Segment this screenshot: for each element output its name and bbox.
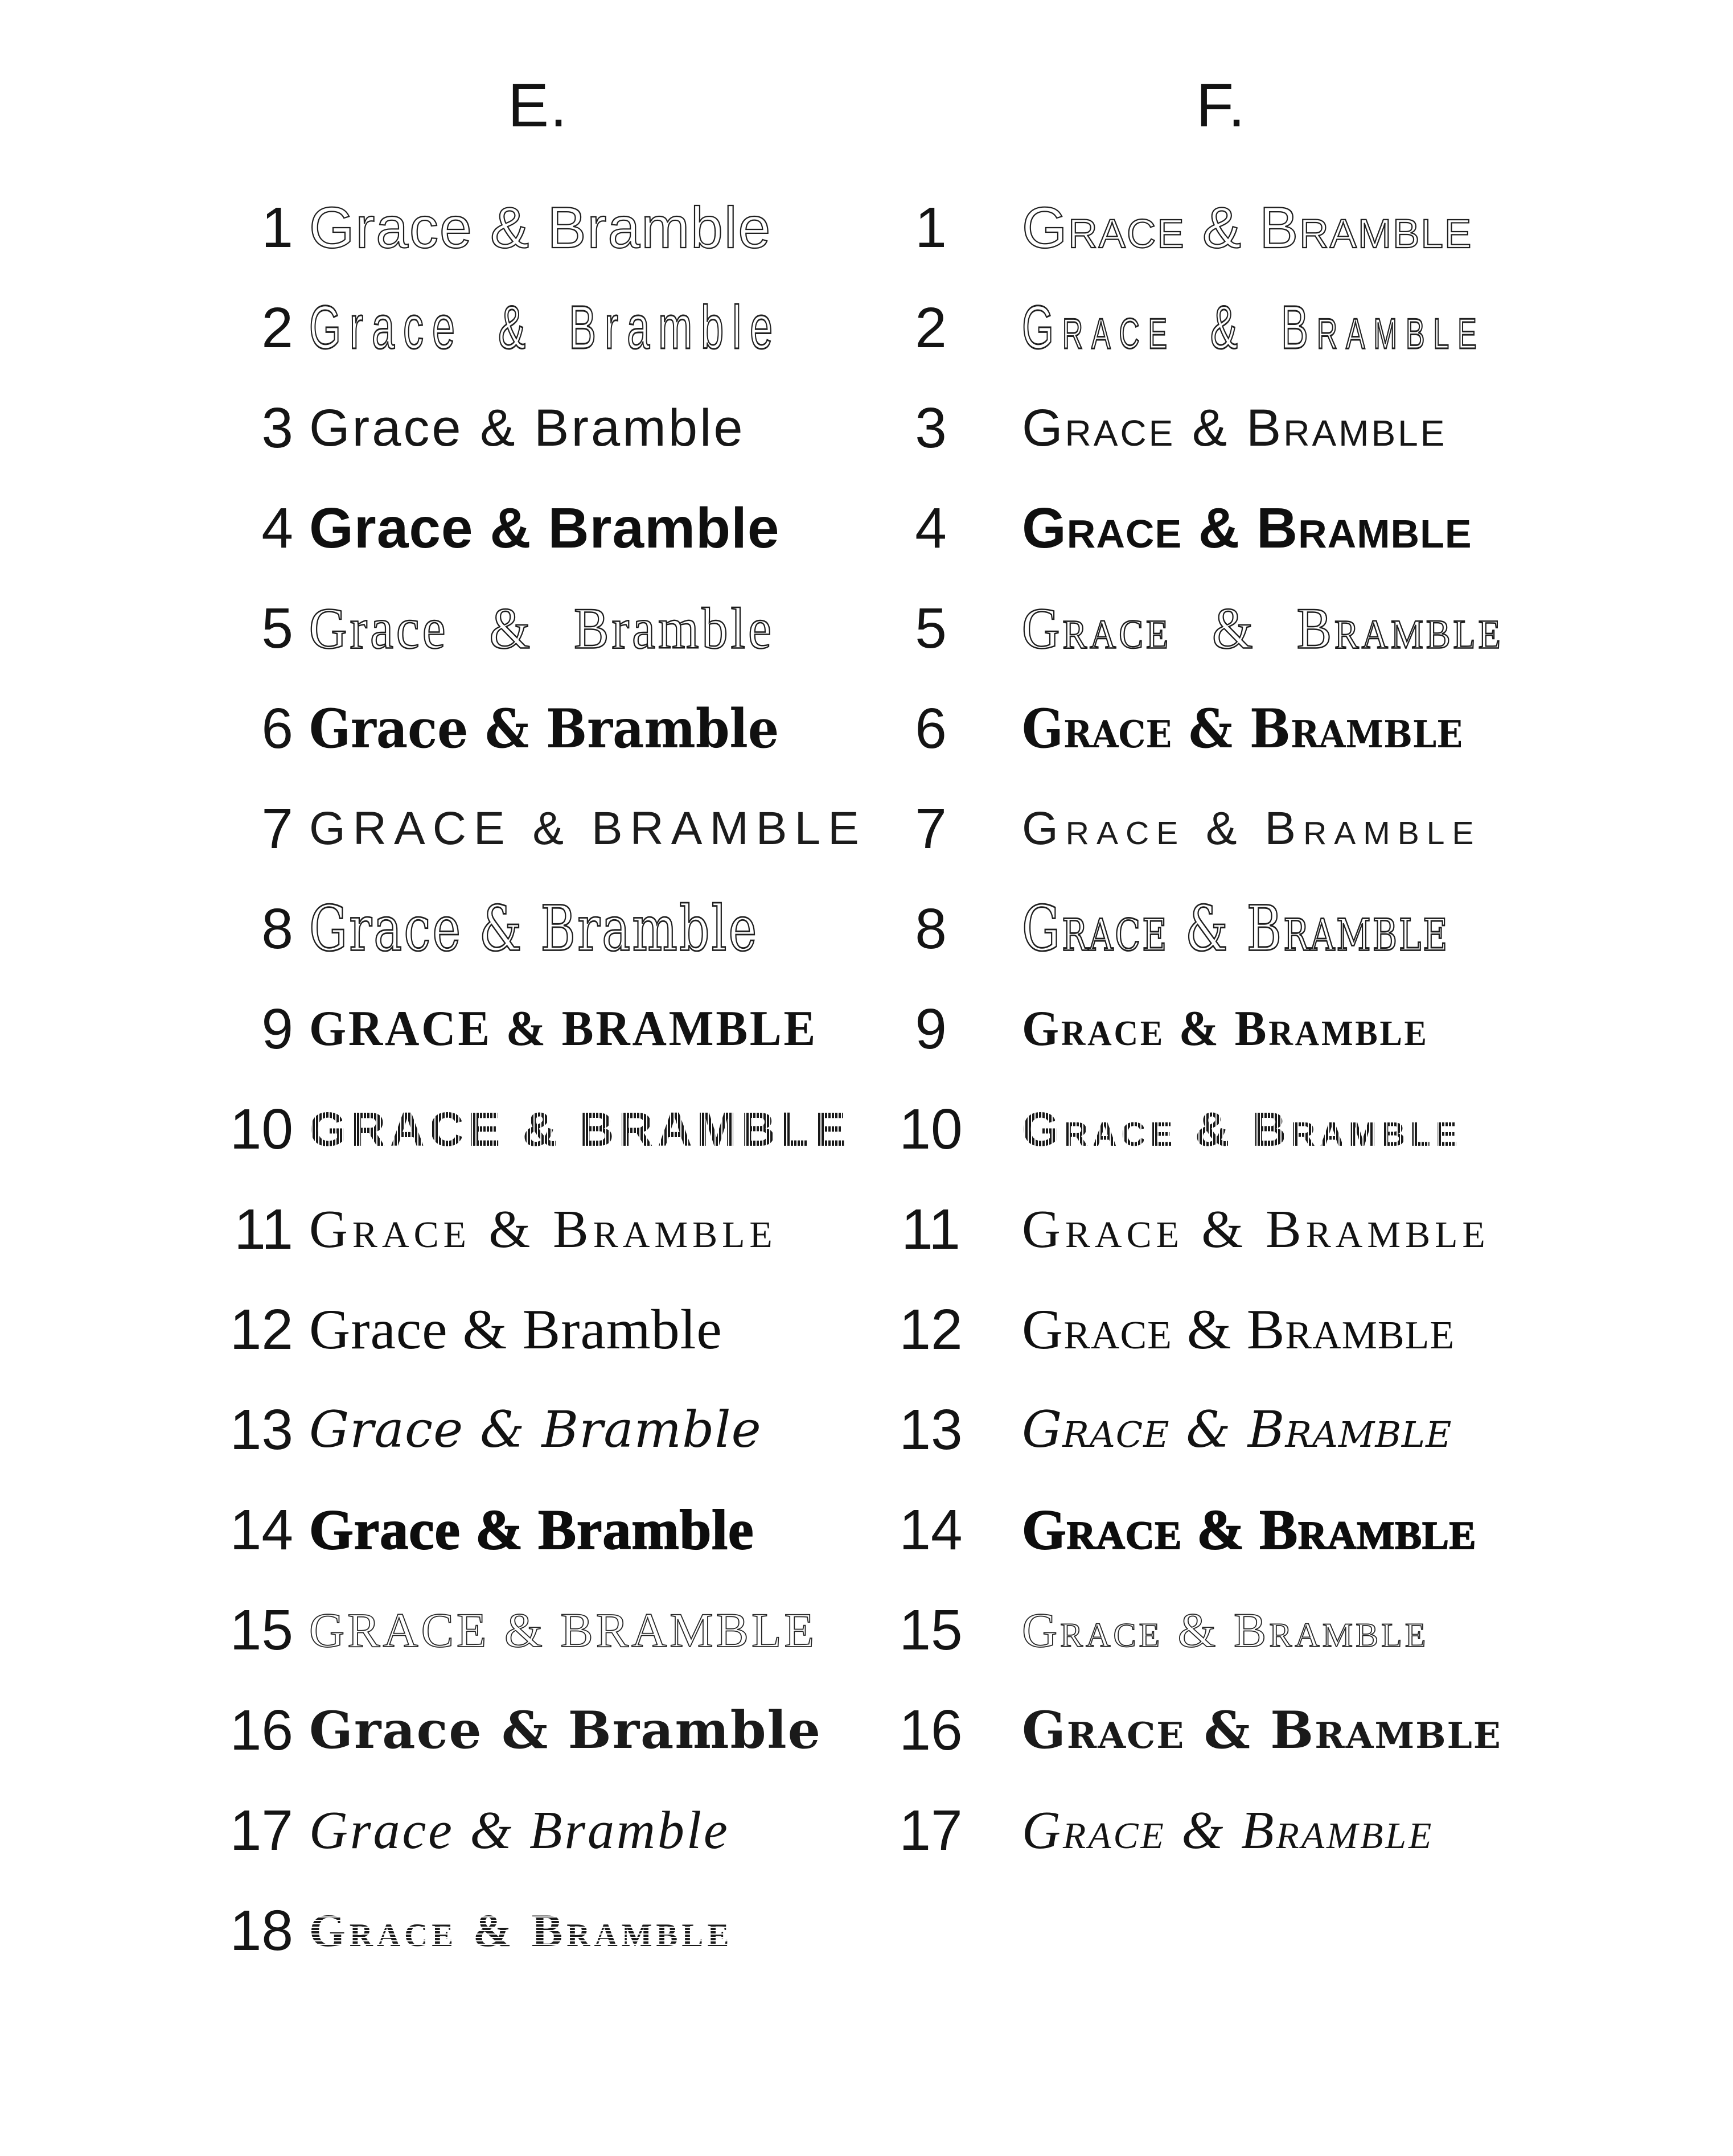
sample-number: 5 xyxy=(915,596,947,660)
font-sample-text: Grace & Bramble xyxy=(309,1200,777,1259)
sample-row xyxy=(891,1279,1504,1380)
sample-number: 12 xyxy=(899,1297,963,1361)
sample-row xyxy=(222,979,866,1079)
font-sample-text: Grace & Bramble xyxy=(1022,294,1485,362)
font-sample-text: Grace & Bramble xyxy=(309,294,782,362)
sample-row xyxy=(222,879,866,979)
font-sample-text: Grace & Bramble xyxy=(1022,1001,1429,1056)
sample-row xyxy=(891,879,1504,979)
sample-number: 9 xyxy=(261,997,293,1061)
sample-row xyxy=(891,1480,1504,1580)
sample-row xyxy=(222,1580,866,1680)
sample-number: 3 xyxy=(261,396,293,460)
font-sample-text: Grace & Bramble xyxy=(309,399,745,457)
sample-number: 1 xyxy=(261,195,293,260)
sample-number: 7 xyxy=(261,796,293,861)
sample-row xyxy=(891,1580,1504,1680)
sample-number: 17 xyxy=(229,1798,293,1862)
sample-number: 4 xyxy=(261,496,293,560)
sample-number: 7 xyxy=(915,796,947,861)
font-sample-text: Grace & Bramble xyxy=(309,595,774,661)
sample-number: 2 xyxy=(261,295,293,360)
sample-row xyxy=(891,1680,1504,1780)
font-sample-text: Grace & Bramble xyxy=(309,1298,722,1361)
font-sample-text: Grace & Bramble xyxy=(1022,1700,1502,1760)
sample-number: 8 xyxy=(915,896,947,961)
sample-number: 13 xyxy=(229,1397,293,1462)
sample-number: 6 xyxy=(261,696,293,760)
font-sample-text: Grace & Bramble xyxy=(309,1700,822,1760)
font-sample-text: Grace & Bramble xyxy=(309,1400,762,1459)
sample-row xyxy=(222,1780,866,1881)
sample-row xyxy=(891,779,1504,879)
sample-number: 5 xyxy=(261,596,293,660)
font-sample-text: Grace & Bramble xyxy=(1022,1200,1490,1259)
sample-number: 10 xyxy=(229,1097,293,1161)
sample-row xyxy=(222,478,866,578)
sample-row xyxy=(891,278,1504,378)
sample-row xyxy=(891,1780,1504,1881)
sample-number: 18 xyxy=(229,1898,293,1962)
font-sample-text: Grace & Bramble xyxy=(309,195,772,260)
column-f xyxy=(891,178,1504,1881)
font-sample-text: Grace & Bramble xyxy=(1022,1400,1452,1459)
font-sample-text: Grace & Bramble xyxy=(1022,1298,1455,1361)
sample-number: 12 xyxy=(229,1297,293,1361)
sample-row xyxy=(891,378,1504,478)
font-sample-text: Grace & Bramble xyxy=(1022,195,1473,260)
sample-row xyxy=(222,378,866,478)
sample-row xyxy=(222,1079,866,1179)
sample-number: 6 xyxy=(915,696,947,760)
sample-number: 10 xyxy=(899,1097,963,1161)
sample-number: 15 xyxy=(899,1598,963,1662)
sample-row xyxy=(891,478,1504,578)
font-sample-text: Grace & Bramble xyxy=(309,697,779,760)
font-sample-text: GRACE & BRAMBLE xyxy=(309,1001,818,1056)
font-sample-text: Grace & Bramble xyxy=(309,1498,754,1561)
font-sample-text: Grace & Bramble xyxy=(1022,595,1504,661)
sample-row xyxy=(222,1680,866,1780)
column-label-f: F. xyxy=(1196,71,1247,139)
font-sample-text: Grace & Bramble xyxy=(309,1904,733,1956)
font-sample-text: Grace & Bramble xyxy=(1022,1498,1477,1561)
sample-row xyxy=(222,1179,866,1279)
sample-row xyxy=(891,979,1504,1079)
column-label-e: E. xyxy=(507,71,569,139)
sample-number: 13 xyxy=(899,1397,963,1462)
font-sample-text: GRACE & BRAMBLE xyxy=(309,1603,818,1657)
sample-number: 4 xyxy=(915,496,947,560)
sample-row xyxy=(222,779,866,879)
sample-row xyxy=(222,1279,866,1380)
sample-number: 9 xyxy=(915,997,947,1061)
sample-row xyxy=(891,1179,1504,1279)
font-sample-text: Grace & Bramble xyxy=(1022,1102,1462,1156)
sample-number: 11 xyxy=(234,1197,293,1261)
font-sample-text: GRACE & BRAMBLE xyxy=(309,1102,851,1156)
sample-row xyxy=(891,1079,1504,1179)
font-sample-text: Grace & Bramble xyxy=(309,892,759,965)
column-e xyxy=(222,178,866,1981)
font-sample-text: Grace & Bramble xyxy=(1022,1801,1434,1860)
sample-row xyxy=(222,1480,866,1580)
sample-row xyxy=(222,1380,866,1480)
sample-number: 11 xyxy=(901,1197,960,1261)
font-sample-text: Grace & Bramble xyxy=(309,1801,730,1860)
font-sample-text: Grace & Bramble xyxy=(1022,1603,1429,1657)
sample-row xyxy=(222,1881,866,1981)
sample-number: 15 xyxy=(229,1598,293,1662)
sample-number: 1 xyxy=(915,195,947,260)
sample-number: 2 xyxy=(915,295,947,360)
font-sample-text: Grace & Bramble xyxy=(1022,496,1472,560)
sample-row xyxy=(891,178,1504,278)
font-sample-text: Grace & Bramble xyxy=(1022,803,1481,854)
font-sample-text: GRACE & BRAMBLE xyxy=(309,803,866,854)
font-sample-text: Grace & Bramble xyxy=(309,496,780,560)
font-sample-text: Grace & Bramble xyxy=(1022,697,1463,760)
sample-number: 17 xyxy=(899,1798,963,1862)
sample-row xyxy=(891,1380,1504,1480)
sample-number: 3 xyxy=(915,396,947,460)
sample-number: 14 xyxy=(229,1497,293,1562)
sample-row xyxy=(222,278,866,378)
sample-row xyxy=(222,178,866,278)
font-sample-text: Grace & Bramble xyxy=(1022,892,1449,965)
font-sample-text: Grace & Bramble xyxy=(1022,399,1447,457)
sample-row xyxy=(222,678,866,779)
sample-number: 16 xyxy=(899,1698,963,1762)
sample-number: 8 xyxy=(261,896,293,961)
sample-number: 16 xyxy=(229,1698,293,1762)
sample-row xyxy=(891,578,1504,678)
sample-row xyxy=(222,578,866,678)
sample-row xyxy=(891,678,1504,779)
sample-number: 14 xyxy=(899,1497,963,1562)
